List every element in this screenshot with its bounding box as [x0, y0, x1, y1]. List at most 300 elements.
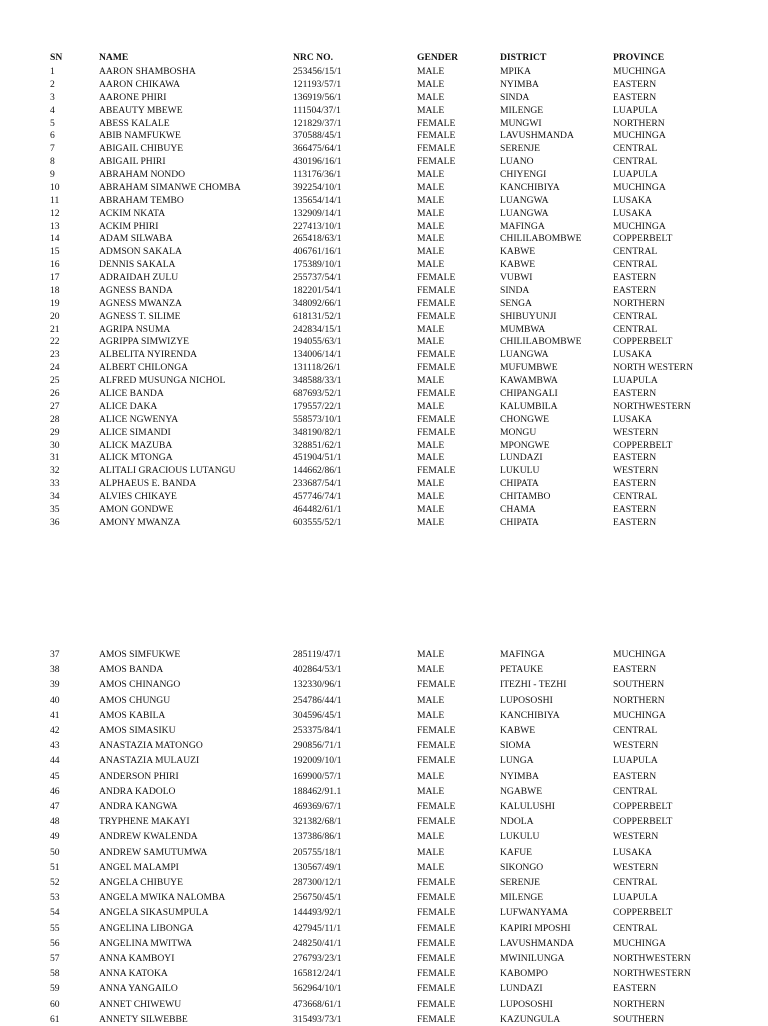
district-cell: KABWE — [500, 246, 536, 258]
gender-cell: FEMALE — [417, 968, 456, 980]
gender-cell: FEMALE — [417, 465, 456, 477]
table-row — [0, 922, 768, 935]
district-cell: MILENGE — [500, 892, 544, 904]
table-row — [0, 181, 768, 194]
district-cell: NYIMBA — [500, 78, 539, 90]
nrc-cell: 276793/23/1 — [293, 953, 342, 964]
province-cell: MUCHINGA — [613, 649, 666, 660]
nrc-cell: 165812/24/1 — [293, 968, 342, 980]
table-row — [0, 464, 768, 477]
gender-cell: MALE — [417, 694, 445, 706]
district-cell: CHIPANGALI — [500, 388, 558, 399]
sn-cell: 44 — [50, 755, 60, 767]
sn-cell: 2 — [50, 78, 55, 90]
name-cell: ADRAIDAH ZULU — [99, 272, 179, 284]
province-cell: WESTERN — [613, 426, 659, 438]
header-nrc: NRC NO. — [293, 52, 333, 63]
district-cell: MILENGE — [500, 104, 544, 116]
name-cell: ALBERT CHILONGA — [99, 362, 189, 374]
table-row — [0, 117, 768, 130]
table-row — [0, 861, 768, 874]
name-cell: ACKIM PHIRI — [99, 220, 159, 232]
nrc-cell: 348588/33/1 — [293, 375, 342, 387]
sn-cell: 29 — [50, 426, 60, 438]
table-row — [0, 207, 768, 220]
nrc-cell: 188462/91.1 — [293, 785, 342, 797]
header-sn: SN — [50, 52, 63, 63]
sn-cell: 1 — [50, 66, 55, 77]
sn-cell: 48 — [50, 816, 60, 828]
nrc-cell: 348092/66/1 — [293, 297, 342, 309]
header-province: PROVINCE — [613, 52, 665, 63]
nrc-cell: 290856/71/1 — [293, 740, 342, 752]
nrc-cell: 131118/26/1 — [293, 362, 341, 374]
table-row — [0, 104, 768, 117]
table-row — [0, 284, 768, 297]
district-cell: MWINILUNGA — [500, 953, 565, 964]
name-cell: AARONE PHIRI — [99, 91, 167, 103]
province-cell: SOUTHERN — [613, 679, 665, 691]
province-cell: EASTERN — [613, 503, 657, 515]
province-cell: COPPERBELT — [613, 816, 673, 828]
sn-cell: 26 — [50, 388, 60, 399]
nrc-cell: 304596/45/1 — [293, 709, 342, 721]
table-row — [0, 937, 768, 950]
nrc-cell: 321382/68/1 — [293, 816, 342, 828]
sn-cell: 45 — [50, 770, 60, 782]
table-row — [0, 439, 768, 452]
nrc-cell: 464482/61/1 — [293, 503, 342, 515]
name-cell: ANGELA MWIKA NALOMBA — [99, 892, 226, 904]
district-cell: CHAMA — [500, 503, 536, 515]
gender-cell: FEMALE — [417, 998, 456, 1010]
province-cell: NORTHERN — [613, 117, 665, 129]
sn-cell: 5 — [50, 117, 55, 129]
district-cell: NGABWE — [500, 785, 543, 797]
table-row — [0, 516, 768, 529]
province-cell: NORTH WESTERN — [613, 362, 693, 374]
nrc-cell: 192009/10/1 — [293, 755, 342, 767]
sn-cell: 47 — [50, 801, 60, 812]
name-cell: ALBELITA NYIRENDA — [99, 349, 198, 361]
province-cell: COPPERBELT — [613, 801, 673, 812]
name-cell: AMON GONDWE — [99, 503, 174, 515]
name-cell: ALICE SIMANDI — [99, 426, 171, 438]
sn-cell: 52 — [50, 877, 60, 888]
gender-cell: MALE — [417, 861, 445, 873]
district-cell: MUNGWI — [500, 117, 542, 129]
sn-cell: 23 — [50, 349, 60, 361]
name-cell: ACKIM NKATA — [99, 207, 166, 219]
sn-cell: 24 — [50, 362, 60, 374]
district-cell: NYIMBA — [500, 770, 539, 782]
name-cell: ABRAHAM SIMANWE CHOMBA — [99, 181, 241, 193]
name-cell: ANASTAZIA MULAUZI — [99, 755, 200, 767]
province-cell: CENTRAL — [613, 725, 658, 736]
province-cell: CENTRAL — [613, 785, 658, 797]
district-cell: LUKULU — [500, 831, 540, 843]
nrc-cell: 135654/14/1 — [293, 194, 342, 206]
sn-cell: 12 — [50, 207, 60, 219]
nrc-cell: 348190/82/1 — [293, 426, 342, 438]
table-row — [0, 694, 768, 707]
district-cell: SHIBUYUNJI — [500, 310, 557, 322]
sn-cell: 28 — [50, 413, 60, 425]
district-cell: CHIPATA — [500, 478, 539, 490]
district-cell: LUANGWA — [500, 194, 549, 206]
district-cell: CHIPATA — [500, 516, 539, 528]
nrc-cell: 687693/52/1 — [293, 388, 342, 399]
province-cell: MUCHINGA — [613, 709, 666, 721]
district-cell: SERENJE — [500, 143, 540, 155]
sn-cell: 27 — [50, 400, 60, 412]
gender-cell: MALE — [417, 375, 445, 387]
sn-cell: 3 — [50, 91, 55, 103]
gender-cell: MALE — [417, 233, 445, 245]
nrc-cell: 370588/45/1 — [293, 130, 342, 142]
sn-cell: 30 — [50, 439, 60, 451]
nrc-cell: 366475/64/1 — [293, 143, 342, 155]
gender-cell: MALE — [417, 478, 445, 490]
province-cell: CENTRAL — [613, 491, 658, 503]
gender-cell: FEMALE — [417, 388, 456, 399]
name-cell: AMONY MWANZA — [99, 516, 181, 528]
province-cell: EASTERN — [613, 284, 657, 296]
district-cell: CHITAMBO — [500, 491, 551, 503]
table-row — [0, 891, 768, 904]
district-cell: LUNDAZI — [500, 983, 543, 995]
name-cell: DENNIS SAKALA — [99, 259, 176, 271]
nrc-cell: 430196/16/1 — [293, 156, 342, 168]
table-row — [0, 65, 768, 78]
sn-cell: 6 — [50, 130, 55, 142]
gender-cell: FEMALE — [417, 922, 456, 934]
nrc-cell: 242834/15/1 — [293, 323, 342, 335]
name-cell: AGRIPA NSUMA — [99, 323, 171, 335]
table-row — [0, 815, 768, 828]
nrc-cell: 121829/37/1 — [293, 117, 342, 129]
table-row — [0, 258, 768, 271]
name-cell: ABIGAIL PHIRI — [99, 156, 166, 168]
gender-cell: MALE — [417, 664, 445, 676]
gender-cell: MALE — [417, 181, 445, 193]
nrc-cell: 469369/67/1 — [293, 801, 342, 812]
province-cell: EASTERN — [613, 664, 657, 676]
table-row — [0, 245, 768, 258]
table-row — [0, 678, 768, 691]
nrc-cell: 134006/14/1 — [293, 349, 342, 361]
district-cell: KALULUSHI — [500, 801, 555, 812]
province-cell: COPPERBELT — [613, 907, 673, 919]
gender-cell: FEMALE — [417, 679, 456, 691]
table-row — [0, 830, 768, 843]
gender-cell: MALE — [417, 831, 445, 843]
table-row — [0, 142, 768, 155]
table-row — [0, 451, 768, 464]
province-cell: NORTHWESTERN — [613, 953, 691, 964]
name-cell: AGNESS BANDA — [99, 284, 173, 296]
sn-cell: 17 — [50, 272, 60, 284]
district-cell: KANCHIBIYA — [500, 709, 560, 721]
district-cell: MAFINGA — [500, 220, 545, 232]
table-row — [0, 129, 768, 142]
province-cell: CENTRAL — [613, 922, 658, 934]
name-cell: ANASTAZIA MATONGO — [99, 740, 203, 752]
province-cell: EASTERN — [613, 983, 657, 995]
district-cell: MAFINGA — [500, 649, 545, 660]
district-cell: LUANGWA — [500, 349, 549, 361]
table-row — [0, 348, 768, 361]
gender-cell: FEMALE — [417, 907, 456, 919]
nrc-cell: 265418/63/1 — [293, 233, 342, 245]
table-row — [0, 297, 768, 310]
table-row — [0, 770, 768, 783]
name-cell: ANGELINA LIBONGA — [99, 922, 194, 934]
table-row — [0, 400, 768, 413]
nrc-cell: 175389/10/1 — [293, 259, 342, 271]
nrc-cell: 194055/63/1 — [293, 336, 342, 348]
sn-cell: 10 — [50, 181, 60, 193]
nrc-cell: 113176/36/1 — [293, 169, 342, 181]
district-cell: NDOLA — [500, 816, 534, 828]
district-cell: KALUMBILA — [500, 400, 558, 412]
name-cell: TRYPHENE MAKAYI — [99, 816, 190, 828]
sn-cell: 19 — [50, 297, 60, 309]
nrc-cell: 256750/45/1 — [293, 892, 342, 904]
name-cell: AMOS SIMFUKWE — [99, 649, 181, 660]
name-cell: ANDRA KADOLO — [99, 785, 176, 797]
nrc-cell: 233687/54/1 — [293, 478, 342, 490]
province-cell: WESTERN — [613, 465, 659, 477]
nrc-cell: 253456/15/1 — [293, 66, 342, 77]
nrc-cell: 254786/44/1 — [293, 694, 342, 706]
name-cell: ALICE BANDA — [99, 388, 164, 399]
district-cell: KAPIRI MPOSHI — [500, 922, 571, 934]
nrc-cell: 402864/53/1 — [293, 664, 342, 676]
nrc-cell: 136919/56/1 — [293, 91, 342, 103]
gender-cell: MALE — [417, 452, 445, 464]
district-cell: CHILILABOMBWE — [500, 336, 582, 348]
nrc-cell: 253375/84/1 — [293, 725, 342, 736]
gender-cell: FEMALE — [417, 413, 456, 425]
name-cell: ANGEL MALAMPI — [99, 861, 179, 873]
district-cell: SERENJE — [500, 877, 540, 888]
gender-cell: FEMALE — [417, 349, 456, 361]
table-row — [0, 335, 768, 348]
province-cell: WESTERN — [613, 861, 659, 873]
gender-cell: MALE — [417, 220, 445, 232]
table-row — [0, 220, 768, 233]
sn-cell: 35 — [50, 503, 60, 515]
district-cell: LUKULU — [500, 465, 540, 477]
nrc-cell: 169900/57/1 — [293, 770, 342, 782]
gender-cell: FEMALE — [417, 1013, 456, 1025]
district-cell: MONGU — [500, 426, 537, 438]
province-cell: LUAPULA — [613, 169, 658, 181]
gender-cell: FEMALE — [417, 130, 456, 142]
sn-cell: 20 — [50, 310, 60, 322]
district-cell: LUPOSOSHI — [500, 694, 553, 706]
gender-cell: MALE — [417, 194, 445, 206]
table-row — [0, 998, 768, 1011]
gender-cell: FEMALE — [417, 426, 456, 438]
district-cell: KANCHIBIYA — [500, 181, 560, 193]
table-row — [0, 785, 768, 798]
sn-cell: 25 — [50, 375, 60, 387]
nrc-cell: 315493/73/1 — [293, 1013, 342, 1025]
province-cell: SOUTHERN — [613, 1013, 665, 1025]
name-cell: ALICK MTONGA — [99, 452, 173, 464]
gender-cell: MALE — [417, 709, 445, 721]
district-cell: KABWE — [500, 259, 536, 271]
sn-cell: 54 — [50, 907, 60, 919]
nrc-cell: 248250/41/1 — [293, 937, 342, 949]
name-cell: ANDERSON PHIRI — [99, 770, 179, 782]
sn-cell: 22 — [50, 336, 60, 348]
table-row — [0, 663, 768, 676]
sn-cell: 15 — [50, 246, 60, 258]
district-cell: LUPOSOSHI — [500, 998, 553, 1010]
sn-cell: 31 — [50, 452, 60, 464]
gender-cell: MALE — [417, 169, 445, 181]
name-cell: ABIGAIL CHIBUYE — [99, 143, 184, 155]
nrc-cell: 132909/14/1 — [293, 207, 342, 219]
district-cell: KAWAMBWA — [500, 375, 558, 387]
province-cell: CENTRAL — [613, 143, 658, 155]
sn-cell: 13 — [50, 220, 60, 232]
nrc-cell: 473668/61/1 — [293, 998, 342, 1010]
district-cell: MUMBWA — [500, 323, 546, 335]
nrc-cell: 144493/92/1 — [293, 907, 342, 919]
table-row — [0, 906, 768, 919]
sn-cell: 49 — [50, 831, 60, 843]
gender-cell: FEMALE — [417, 272, 456, 284]
table-row — [0, 361, 768, 374]
table-row — [0, 982, 768, 995]
gender-cell: FEMALE — [417, 297, 456, 309]
sn-cell: 55 — [50, 922, 60, 934]
district-cell: CHILILABOMBWE — [500, 233, 582, 245]
gender-cell: FEMALE — [417, 877, 456, 888]
province-cell: EASTERN — [613, 91, 657, 103]
name-cell: ANNET CHIWEWU — [99, 998, 182, 1010]
name-cell: ANGELINA MWITWA — [99, 937, 192, 949]
sn-cell: 40 — [50, 694, 60, 706]
name-cell: ADAM SILWABA — [99, 233, 173, 245]
district-cell: CHONGWE — [500, 413, 550, 425]
gender-cell: MALE — [417, 846, 445, 858]
nrc-cell: 618131/52/1 — [293, 310, 342, 322]
gender-cell: MALE — [417, 78, 445, 90]
name-cell: ABESS KALALE — [99, 117, 170, 129]
name-cell: AMOS CHUNGU — [99, 694, 171, 706]
gender-cell: FEMALE — [417, 310, 456, 322]
province-cell: MUCHINGA — [613, 937, 666, 949]
sn-cell: 33 — [50, 478, 60, 490]
district-cell: LAVUSHMANDA — [500, 130, 574, 142]
name-cell: AMOS CHINANGO — [99, 679, 181, 691]
table-row — [0, 709, 768, 722]
gender-cell: MALE — [417, 516, 445, 528]
province-cell: NORTHERN — [613, 998, 665, 1010]
table-row — [0, 800, 768, 813]
district-cell: KABOMPO — [500, 968, 548, 980]
nrc-cell: 179557/22/1 — [293, 400, 342, 412]
sn-cell: 59 — [50, 983, 60, 995]
province-cell: LUAPULA — [613, 892, 658, 904]
name-cell: ALVIES CHIKAYE — [99, 491, 177, 503]
province-cell: COPPERBELT — [613, 233, 673, 245]
gender-cell: FEMALE — [417, 143, 456, 155]
district-cell: KAFUE — [500, 846, 532, 858]
district-cell: LUNGA — [500, 755, 534, 767]
header-name: NAME — [99, 52, 129, 63]
gender-cell: FEMALE — [417, 117, 456, 129]
nrc-cell: 130567/49/1 — [293, 861, 342, 873]
district-cell: LUNDAZI — [500, 452, 543, 464]
name-cell: ABEAUTY MBEWE — [99, 104, 183, 116]
province-cell: CENTRAL — [613, 259, 658, 271]
province-cell: CENTRAL — [613, 877, 658, 888]
name-cell: ANGELA SIKASUMPULA — [99, 907, 209, 919]
sn-cell: 7 — [50, 143, 55, 155]
gender-cell: MALE — [417, 503, 445, 515]
district-cell: LUANGWA — [500, 207, 549, 219]
province-cell: LUSAKA — [613, 413, 652, 425]
name-cell: ANGELA CHIBUYE — [99, 877, 183, 888]
province-cell: EASTERN — [613, 388, 657, 399]
province-cell: MUCHINGA — [613, 66, 666, 77]
sn-cell: 32 — [50, 465, 60, 477]
name-cell: AGNESS T. SILIME — [99, 310, 181, 322]
nrc-cell: 132330/96/1 — [293, 679, 342, 691]
nrc-cell: 392254/10/1 — [293, 181, 342, 193]
nrc-cell: 328851/62/1 — [293, 439, 342, 451]
nrc-cell: 111504/37/1 — [293, 104, 341, 116]
gender-cell: FEMALE — [417, 755, 456, 767]
sn-cell: 56 — [50, 937, 60, 949]
table-row — [0, 477, 768, 490]
nrc-cell: 255737/54/1 — [293, 272, 342, 284]
province-cell: CENTRAL — [613, 310, 658, 322]
name-cell: AGNESS MWANZA — [99, 297, 182, 309]
province-cell: LUSAKA — [613, 846, 652, 858]
name-cell: ALICE DAKA — [99, 400, 158, 412]
table-row — [0, 846, 768, 859]
province-cell: MUCHINGA — [613, 130, 666, 142]
name-cell: ALPHAEUS E. BANDA — [99, 478, 197, 490]
district-cell: LUANO — [500, 156, 534, 168]
name-cell: ALICE NGWENYA — [99, 413, 179, 425]
district-cell: ITEZHI - TEZHI — [500, 679, 567, 691]
sn-cell: 53 — [50, 892, 60, 904]
province-cell: CENTRAL — [613, 156, 658, 168]
name-cell: ALICK MAZUBA — [99, 439, 173, 451]
nrc-cell: 562964/10/1 — [293, 983, 342, 995]
name-cell: ABRAHAM TEMBO — [99, 194, 184, 206]
sn-cell: 37 — [50, 649, 60, 660]
province-cell: EASTERN — [613, 478, 657, 490]
name-cell: ADMSON SAKALA — [99, 246, 182, 258]
nrc-cell: 427945/11/1 — [293, 922, 342, 934]
name-cell: ANNETY SILWEBBE — [99, 1013, 188, 1025]
gender-cell: FEMALE — [417, 816, 456, 828]
nrc-cell: 137386/86/1 — [293, 831, 342, 843]
gender-cell: FEMALE — [417, 801, 456, 812]
province-cell: EASTERN — [613, 272, 657, 284]
table-row — [0, 374, 768, 387]
gender-cell: FEMALE — [417, 953, 456, 964]
